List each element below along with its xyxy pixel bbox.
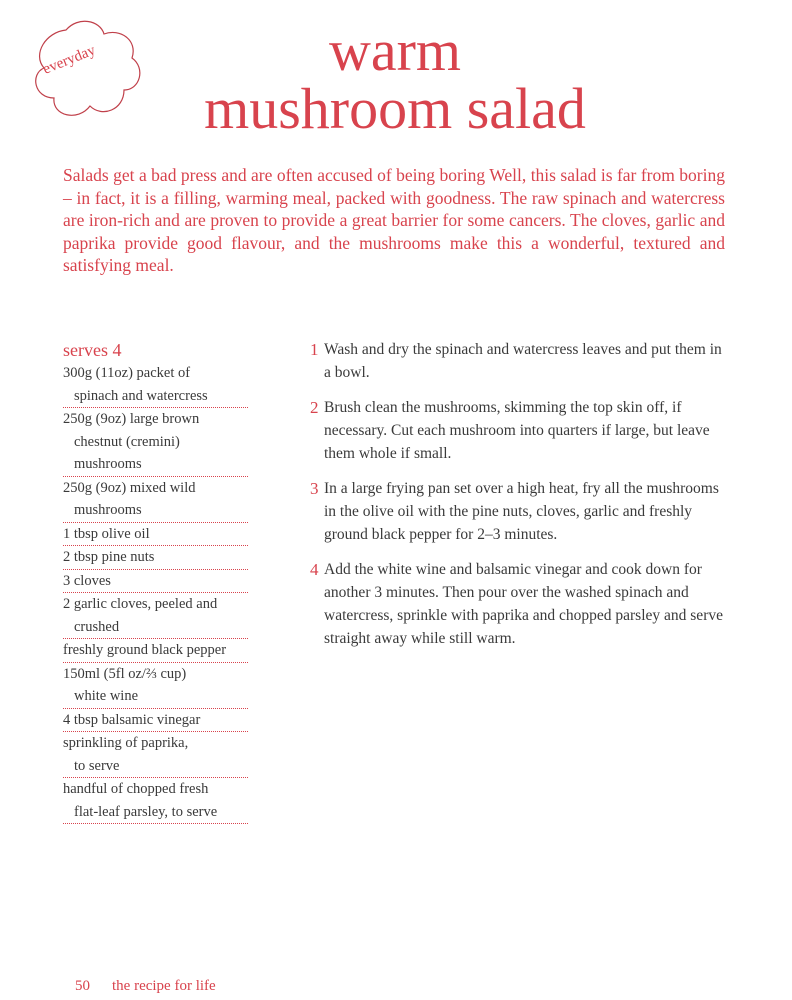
- method-steps: [310, 338, 730, 662]
- method-step: [310, 396, 730, 465]
- ingredient-line: to serve: [74, 757, 120, 774]
- ingredient-item: [63, 523, 248, 547]
- ingredient-line: 2 tbsp pine nuts: [63, 549, 155, 565]
- ingredient-line: handful of chopped fresh: [63, 781, 209, 797]
- ingredient-line: 2 garlic cloves, peeled and: [63, 596, 218, 612]
- ingredient-line: 300g (11oz) packet of: [63, 365, 191, 381]
- ingredient-line: mushrooms: [74, 456, 142, 472]
- step-number: 2: [310, 398, 319, 417]
- ingredient-line: chestnut (cremini): [74, 433, 180, 450]
- ingredient-line: sprinkling of paprika,: [63, 735, 189, 751]
- title-line-1: warm: [328, 18, 462, 83]
- ingredient-item: [63, 639, 248, 663]
- ingredient-item: [63, 362, 248, 408]
- intro-paragraph: Salads get a bad press and are often accused of being boring Well, this salad is far from boring – in fact, it is a filling, warming meal, packed with goodness. The raw spinach and watercress are iron-rich and are proven to provide a great barrier for some cancers. The cloves, garlic and paprika provide good flavour, and the mushrooms make this a wonderful, textured and satisfying meal.: [63, 165, 725, 275]
- ingredients-list: [63, 338, 248, 824]
- ingredient-line: 250g (9oz) large brown: [63, 411, 200, 427]
- ingredient-item: [63, 663, 248, 709]
- step-text: Wash and dry the spinach and watercress leaves and put them in a bowl.: [324, 341, 722, 381]
- ingredient-item: [63, 408, 248, 477]
- ingredient-line: 250g (9oz) mixed wild: [63, 479, 196, 496]
- step-number: 1: [310, 340, 319, 359]
- ingredient-item: [63, 477, 248, 523]
- ingredient-line: 3 cloves: [63, 572, 111, 589]
- ingredient-item: [63, 570, 248, 594]
- step-number: 4: [310, 560, 319, 579]
- title-line-2: mushroom salad: [204, 76, 586, 141]
- ingredient-item: [63, 593, 248, 639]
- ingredient-line: crushed: [74, 618, 120, 635]
- ingredient-item: [63, 709, 248, 733]
- ingredient-line: freshly ground black pepper: [63, 642, 227, 658]
- page-number: 50: [75, 978, 90, 994]
- method-step: [310, 338, 730, 384]
- page-footer: [75, 978, 238, 995]
- ingredient-line: white wine: [74, 688, 139, 704]
- page-title: [150, 18, 640, 141]
- ingredient-item: [63, 778, 248, 824]
- ingredient-item: [63, 546, 248, 570]
- ingredient-line: 1 tbsp olive oil: [63, 525, 150, 542]
- badge-label: everyday: [40, 42, 98, 78]
- book-title: the recipe for life: [112, 978, 216, 994]
- ingredient-line: mushrooms: [74, 502, 142, 518]
- ingredient-line: flat-leaf parsley, to serve: [74, 803, 218, 820]
- ingredient-line: 150ml (5fl oz/⅔ cup): [63, 665, 187, 682]
- step-text: Brush clean the mushrooms, skimming the top skin off, if necessary. Cut each mushroom into quarters if large, but leave them whole if small.: [324, 399, 710, 462]
- method-step: [310, 558, 730, 650]
- serves-heading: serves 4: [63, 340, 122, 360]
- step-number: 3: [310, 479, 319, 498]
- method-step: [310, 477, 730, 546]
- ingredient-item: [63, 732, 248, 778]
- step-text: Add the white wine and balsamic vinegar and cook down for another 3 minutes. Then pour over the washed spinach and watercress, sprinkle with paprika and chopped parsley and serve straight away while still warm.: [324, 561, 723, 647]
- ingredient-line: 4 tbsp balsamic vinegar: [63, 711, 201, 728]
- step-text: In a large frying pan set over a high heat, fry all the mushrooms in the olive oil with the pine nuts, cloves, garlic and freshly ground black pepper for 2–3 minutes.: [324, 480, 719, 543]
- ingredient-line: spinach and watercress: [74, 387, 208, 404]
